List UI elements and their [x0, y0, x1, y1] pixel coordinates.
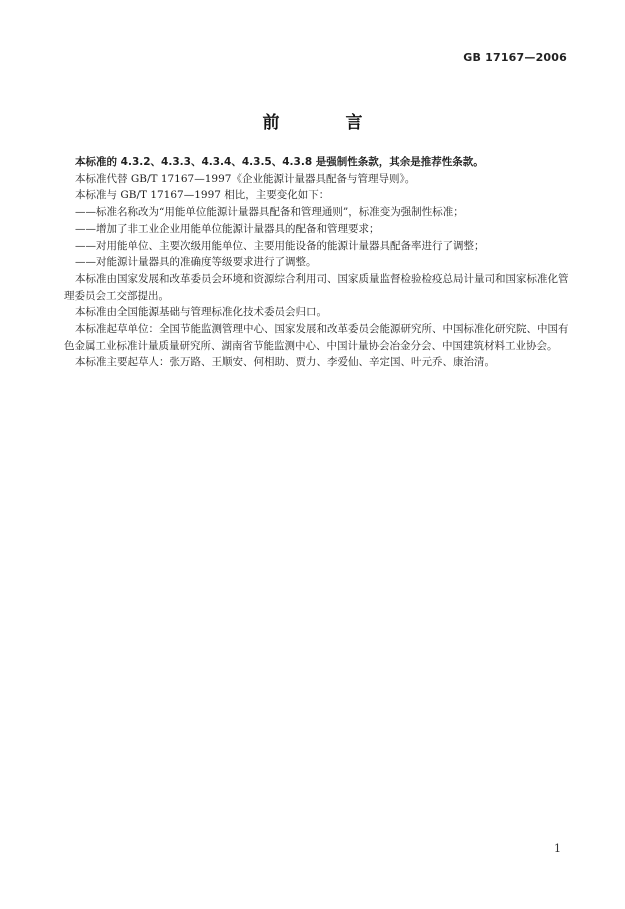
paragraph-mandatory-clauses: 本标准的 4.3.2、4.3.3、4.3.4、4.3.5、4.3.8 是强制性条款，其余是推荐性条款。	[75, 156, 484, 168]
change-item-accuracy: ——对能源计量器具的准确度等级要求进行了调整。	[75, 256, 317, 269]
page-title: 前 言	[262, 113, 393, 133]
paragraph-replaces: 本标准代替 GB/T 17167—1997《企业能源计量器具配备与管理导则》。	[75, 172, 416, 185]
change-item-non-industrial: ——增加了非工业企业用能单位能源计量器具的配备和管理要求；	[75, 222, 380, 235]
standard-code: GB 17167—2006	[463, 51, 567, 64]
change-item-title: ——标准名称改为“用能单位能源计量器具配备和管理通则”，标准变为强制性标准；	[75, 206, 464, 219]
paragraph-drafting-units: 本标准起草单位：全国节能监测管理中心、国家发展和改革委员会能源研究所、中国标准化研究院、中国有色金属工业标准计量质量研究所、湖南省节能监测中心、中国计量协会冶金分会、中国建筑材料工业协会。	[64, 323, 569, 352]
paragraph-proposed-by: 本标准由国家发展和改革委员会环境和资源综合利用司、国家质量监督检验检疫总局计量司和国家标准化管理委员会工交部提出。	[64, 272, 569, 302]
change-item-equipment-rate: ——对用能单位、主要次级用能单位、主要用能设备的能源计量器具配备率进行了调整；	[75, 239, 485, 252]
paragraph-changes-intro: 本标准与 GB/T 17167—1997 相比，主要变化如下：	[75, 189, 330, 202]
paragraph-drafters: 本标准主要起草人：张万路、王顺安、何相助、贾力、李爱仙、辛定国、叶元乔、康治清。	[75, 356, 495, 369]
paragraph-under-jurisdiction: 本标准由全国能源基础与管理标准化技术委员会归口。	[75, 306, 327, 319]
foreword-body	[64, 154, 572, 371]
page-number: 1	[554, 842, 561, 855]
